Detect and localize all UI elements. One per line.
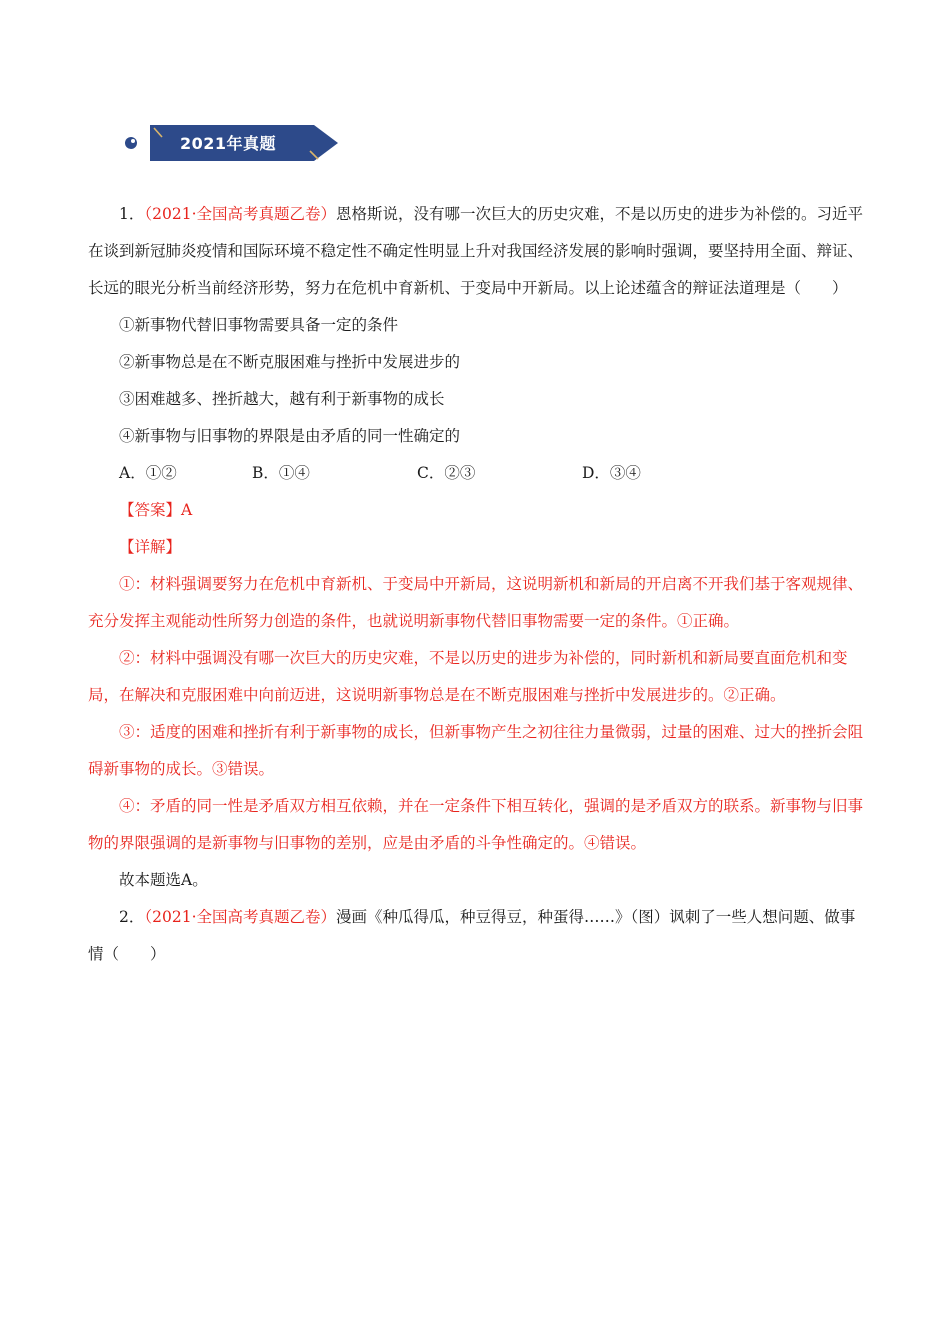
question-1-text: 恩格斯说，没有哪一次巨大的历史灾难，不是以历史的进步为补偿的。习近平在谈到新冠肺炎疫情和国际环境不稳定性不确定性明显上升对我国经济发展的影响时强调，要坚持用全面、辩证、长远的眼光分析当前经济形势，努力在危机中育新机、于变局中开新局。以上论述蕴含的辩证法道理是（ ）	[88, 205, 864, 297]
banner-title: 2021年真题	[180, 134, 277, 153]
detail-label: 【详解】	[119, 538, 182, 556]
question-2-source: （2021·全国高考真题乙卷）	[144, 908, 336, 926]
question-2-stem	[88, 899, 863, 973]
explanation-1: ①：材料强调要努力在危机中育新机、于变局中开新局，这说明新机和新局的开启离不开我们基于客观规律、充分发挥主观能动性所努力创造的条件，也就说明新事物代替旧事物需要一定的条件。①正确。	[88, 575, 864, 630]
answer-label: 【答案】A	[119, 501, 193, 519]
choice-b: B．①④	[252, 464, 310, 482]
explanation-2: ②：材料中强调没有哪一次巨大的历史灾难，不是以历史的进步为补偿的，同时新机和新局要直面危机和变局，在解决和克服困难中向前迈进，这说明新事物总是在不断克服困难与挫折中发展进步的。②正确。	[88, 649, 848, 704]
section-banner	[122, 124, 342, 162]
choice-d: D．③④	[582, 464, 641, 482]
choice-a: A．①②	[119, 464, 177, 482]
option-3: ③困难越多、挫折越大，越有利于新事物的成长	[119, 390, 445, 408]
explanation-4: ④：矛盾的同一性是矛盾双方相互依赖，并在一定条件下相互转化，强调的是矛盾双方的联系。新事物与旧事物的界限强调的是新事物与旧事物的差别，应是由矛盾的斗争性确定的。④错误。	[88, 797, 864, 852]
option-2: ②新事物总是在不断克服困难与挫折中发展进步的	[119, 353, 461, 371]
conclusion: 故本题选A。	[119, 871, 208, 889]
option-1: ①新事物代替旧事物需要具备一定的条件	[119, 316, 399, 334]
explanation-3: ③：适度的困难和挫折有利于新事物的成长，但新事物产生之初往往力量微弱，过量的困难、过大的挫折会阻碍新事物的成长。③错误。	[88, 723, 864, 778]
question-1-stem	[88, 196, 863, 307]
question-2-number: 2．	[119, 908, 145, 926]
question-2-text: 漫画《种瓜得瓜，种豆得豆，种蛋得……》（图）讽刺了一些人想问题、做事情（ ）	[88, 908, 856, 963]
choice-c: C．②③	[417, 464, 476, 482]
question-1-number: 1．	[119, 205, 145, 223]
answer-choices	[88, 455, 863, 492]
question-list	[88, 196, 863, 973]
question-1-source: （2021·全国高考真题乙卷）	[144, 205, 336, 223]
option-4: ④新事物与旧事物的界限是由矛盾的同一性确定的	[119, 427, 461, 445]
